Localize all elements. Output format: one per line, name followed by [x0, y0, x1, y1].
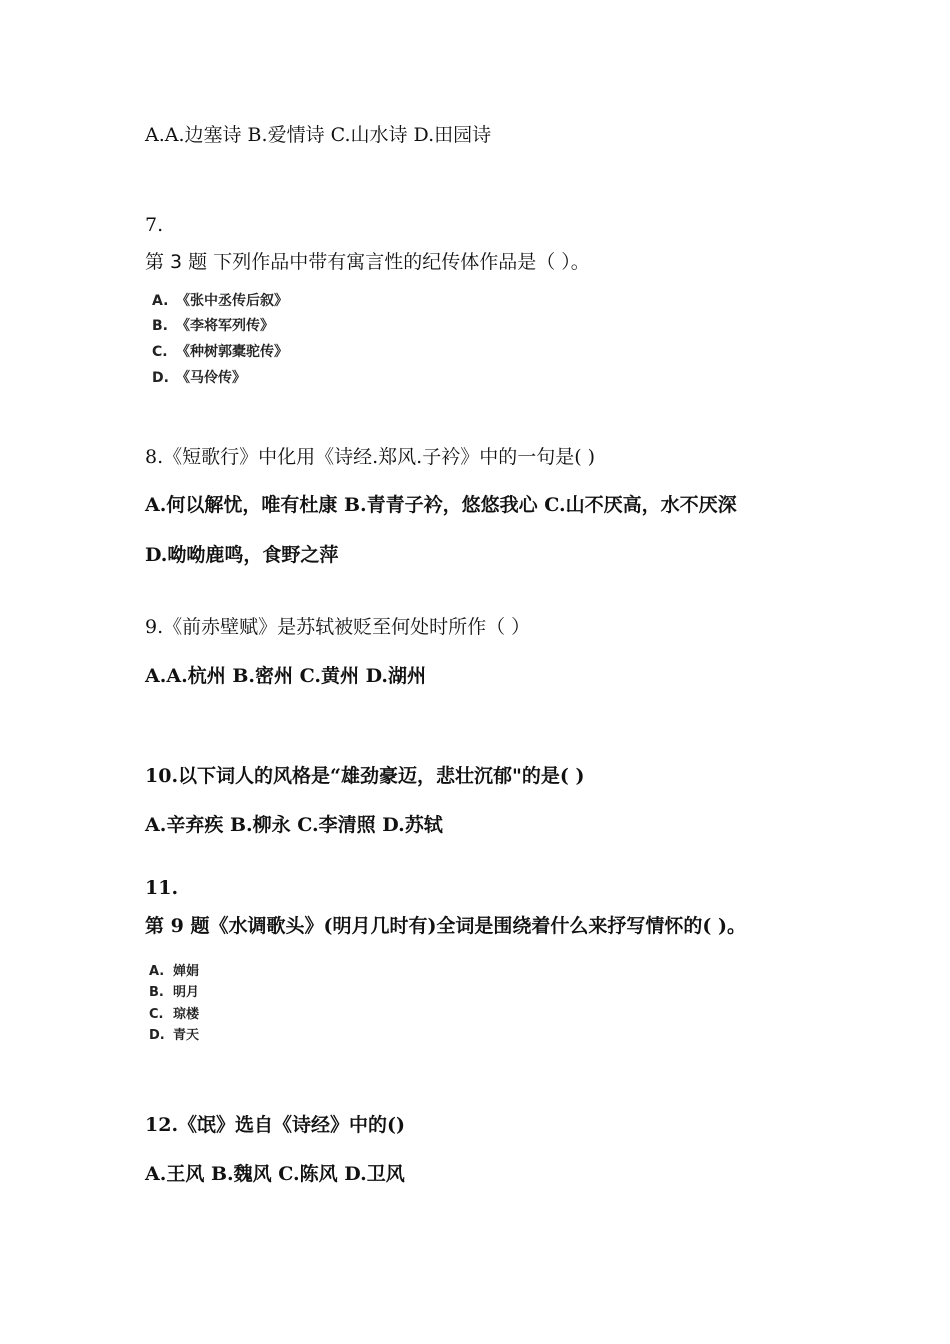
q11-option-d: D. 青天 — [149, 1028, 200, 1043]
q12-options: A.王风 B.魏风 C.陈风 D.卫风 — [145, 1163, 405, 1185]
q11-option-b: B. 明月 — [149, 985, 200, 1000]
q7-option-d: D. 《马伶传》 — [152, 370, 246, 386]
q10-question: 10.以下词人的风格是“雄劲豪迈，悲壮沉郁"的是( ) — [145, 765, 585, 787]
q11-number: 11. — [145, 877, 179, 899]
q9-question: 9.《前赤壁赋》是苏轼被贬至何处时所作（ ） — [145, 616, 531, 638]
q7-option-a: A. 《张中丞传后叙》 — [152, 293, 288, 309]
q10-options: A.辛弃疾 B.柳永 C.李清照 D.苏轼 — [145, 814, 443, 836]
q8-options-line2: D.呦呦鹿鸣，食野之萍 — [145, 544, 339, 566]
q11-option-a: A. 婵娟 — [149, 964, 200, 979]
q12-question: 12.《氓》选自《诗经》中的() — [145, 1114, 406, 1136]
q8-question: 8.《短歌行》中化用《诗经.郑风.子衿》中的一句是( ) — [145, 446, 596, 468]
q7-question: 第 3 题 下列作品中带有寓言性的纪传体作品是（ ）。 — [145, 251, 590, 273]
q7-option-b: B. 《李将军列传》 — [152, 318, 274, 334]
q7-option-c: C. 《种树郭橐驼传》 — [152, 344, 288, 360]
q8-options-line1: A.何以解忧，唯有杜康 B.青青子衿，悠悠我心 C.山不厌高，水不厌深 — [145, 494, 737, 516]
q7-number: 7. — [145, 214, 164, 236]
q6-options: A.A.边塞诗 B.爱情诗 C.山水诗 D.田园诗 — [145, 124, 492, 146]
q11-option-c: C. 琼楼 — [149, 1007, 200, 1022]
q11-question: 第 9 题《水调歌头》(明月几时有)全词是围绕着什么来抒写情怀的( )。 — [145, 915, 747, 937]
q9-options: A.A.杭州 B.密州 C.黄州 D.湖州 — [145, 665, 427, 687]
